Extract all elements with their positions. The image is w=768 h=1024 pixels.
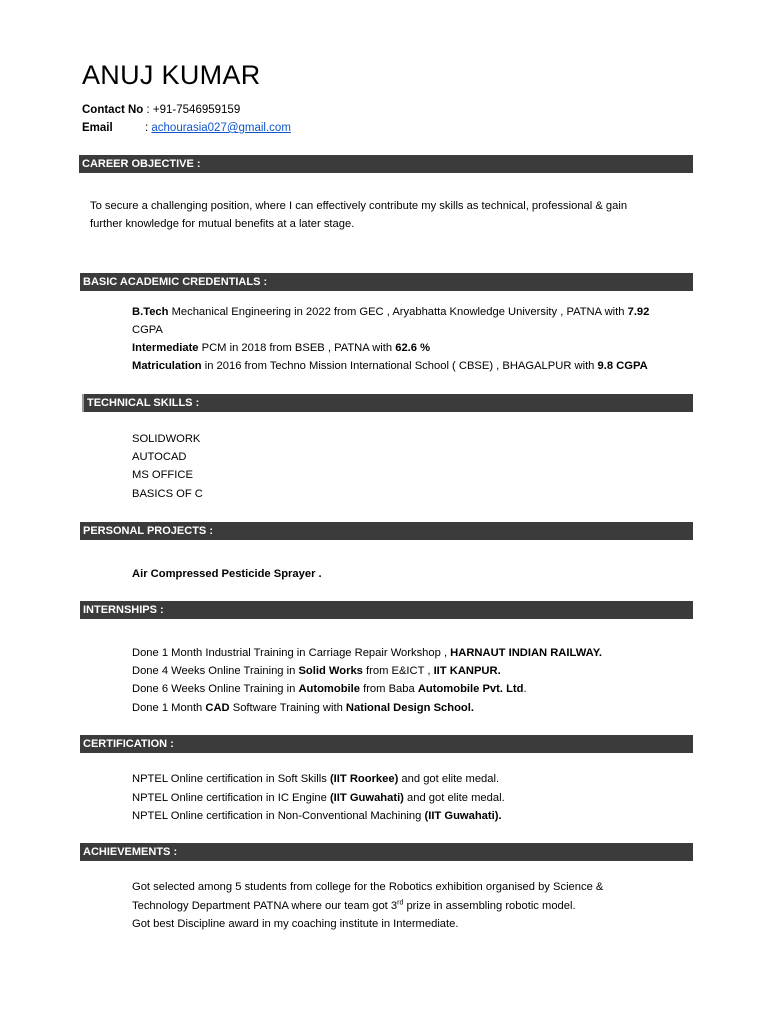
btech-label: B.Tech <box>132 306 169 318</box>
internship-item <box>132 680 527 698</box>
skill-item: BASICS OF C <box>132 488 203 500</box>
matriculation-text: in 2016 from Techno Mission International School ( CBSE) , BHAGALPUR with <box>201 360 598 372</box>
internship-text: Done 1 Month Industrial Training in Carriage Repair Workshop , <box>132 647 451 659</box>
certification-item <box>132 807 502 825</box>
skill-item: SOLIDWORK <box>132 433 201 445</box>
internship-item <box>132 644 602 662</box>
section-header-academic: BASIC ACADEMIC CREDENTIALS : <box>80 273 693 291</box>
academic-btech <box>132 303 649 321</box>
section-header-career-objective: CAREER OBJECTIVE : <box>79 155 693 173</box>
internship-text: . <box>523 683 527 695</box>
project-item: Air Compressed Pesticide Sprayer . <box>132 568 322 580</box>
internship-org: National Design School. <box>345 702 474 714</box>
internship-text: Done 1 Month <box>132 702 206 714</box>
certification-institute: (IIT Guwahati) <box>329 792 404 804</box>
email-separator: : <box>145 122 152 134</box>
academic-btech-cont: CGPA <box>132 324 163 336</box>
skill-item: MS OFFICE <box>132 469 193 481</box>
internship-text: Done 6 Weeks Online Training in <box>132 683 299 695</box>
contact-label: Contact No <box>82 104 144 116</box>
section-header-achievements: ACHIEVEMENTS : <box>80 843 693 861</box>
internship-text: from Baba <box>359 683 418 695</box>
achievement-line <box>132 897 576 915</box>
academic-matriculation <box>132 357 648 375</box>
internship-subject: Automobile <box>298 683 360 695</box>
internship-subject: CAD <box>205 702 230 714</box>
btech-score: 7.92 <box>627 306 650 318</box>
email-link[interactable]: achourasia027@gmail.com <box>151 122 291 134</box>
intermediate-score: 62.6 % <box>395 342 431 354</box>
btech-text: Mechanical Engineering in 2022 from GEC , Aryabhatta Knowledge University , PATNA with <box>168 306 628 318</box>
internship-org: IIT KANPUR. <box>433 665 501 677</box>
internship-org: Automobile Pvt. Ltd <box>417 683 524 695</box>
internship-subject: Solid Works <box>298 665 363 677</box>
candidate-name: ANUJ KUMAR <box>82 60 261 90</box>
career-objective-line: To secure a challenging position, where I can effectively contribute my skills as technical, professional & gain <box>90 200 628 212</box>
certification-text: and got elite medal. <box>403 792 505 804</box>
section-header-personal-projects: PERSONAL PROJECTS : <box>80 522 693 540</box>
certification-item <box>132 770 499 788</box>
certification-text: NPTEL Online certification in Non-Conventional Machining <box>132 810 425 822</box>
certification-text: NPTEL Online certification in Soft Skills <box>132 773 330 785</box>
section-header-certification: CERTIFICATION : <box>80 735 693 753</box>
internship-text: Software Training with <box>229 702 346 714</box>
achievement-text: prize in assembling robotic model. <box>403 900 576 912</box>
intermediate-text: PCM in 2018 from BSEB , PATNA with <box>198 342 396 354</box>
email-row <box>82 119 291 137</box>
internship-item <box>132 699 474 717</box>
internship-text: Done 4 Weeks Online Training in <box>132 665 299 677</box>
matriculation-score: 9.8 CGPA <box>597 360 648 372</box>
email-label: Email <box>82 122 113 134</box>
ordinal-suffix: rd <box>397 899 404 907</box>
internship-text: from E&ICT , <box>362 665 434 677</box>
section-header-internships: INTERNSHIPS : <box>80 601 693 619</box>
contact-row <box>82 101 291 119</box>
internship-org: HARNAUT INDIAN RAILWAY. <box>450 647 603 659</box>
section-header-technical-skills: TECHNICAL SKILLS : <box>82 394 693 412</box>
contact-block <box>82 101 291 137</box>
contact-value: : +91-7546959159 <box>143 104 241 116</box>
certification-text: NPTEL Online certification in IC Engine <box>132 792 330 804</box>
achievement-text: Technology Department PATNA where our team got 3 <box>132 900 398 912</box>
matriculation-label: Matriculation <box>132 360 202 372</box>
certification-institute: (IIT Roorkee) <box>329 773 399 785</box>
achievement-line: Got best Discipline award in my coaching institute in Intermediate. <box>132 918 459 930</box>
career-objective-line: further knowledge for mutual benefits at a later stage. <box>90 218 355 230</box>
intermediate-label: Intermediate <box>132 342 199 354</box>
certification-text: and got elite medal. <box>398 773 500 785</box>
internship-item <box>132 662 501 680</box>
certification-institute: (IIT Guwahati). <box>424 810 502 822</box>
certification-item <box>132 789 505 807</box>
academic-intermediate <box>132 339 430 357</box>
achievement-line: Got selected among 5 students from college for the Robotics exhibition organised by Science & <box>132 881 604 893</box>
skill-item: AUTOCAD <box>132 451 187 463</box>
